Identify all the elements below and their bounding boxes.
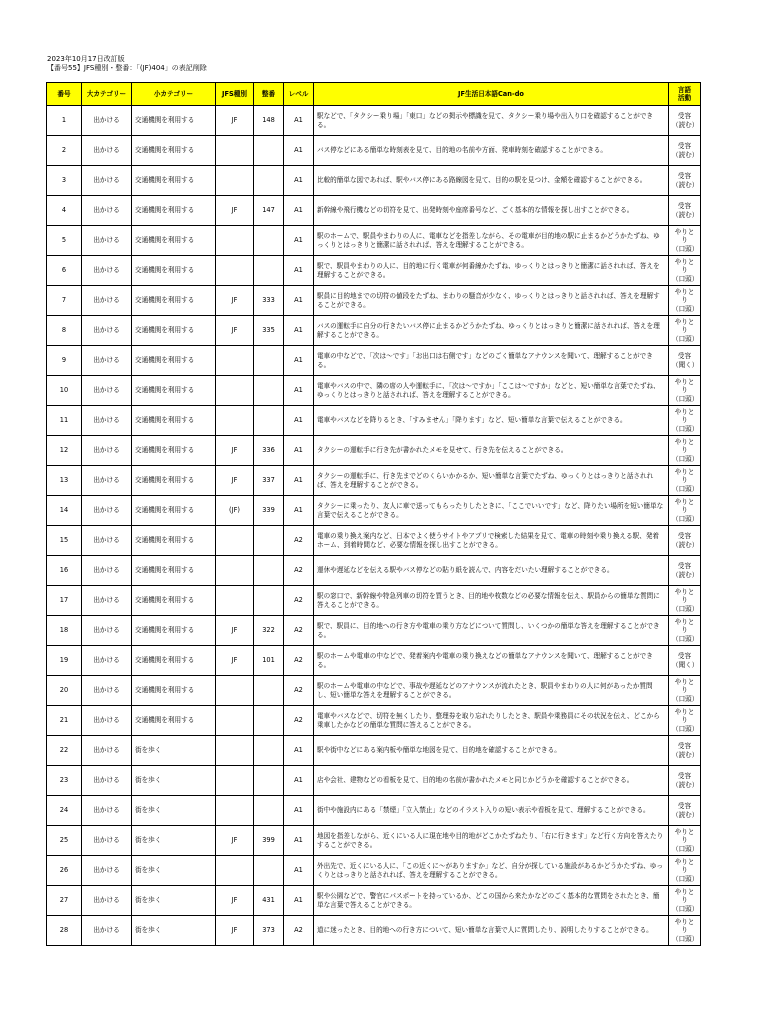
jfs-type [216,226,254,256]
row-number: 16 [47,556,82,586]
major-category: 出かける [82,736,132,766]
level: A2 [284,616,314,646]
cando-description: 電車やバスの中で、隣の席の人や運転手に、「次は～ですか」「ここは～ですか」などと、短い簡単な言葉でたずね、ゆっくりとはっきりと話されれば、答えを理解することができる。 [314,376,669,406]
sequence-number: 336 [254,436,284,466]
language-activity: 受容 （読む） [669,556,701,586]
table-row [47,196,701,226]
level: A1 [284,316,314,346]
language-activity: やりとり （口頭） [669,676,701,706]
major-category: 出かける [82,556,132,586]
major-category: 出かける [82,706,132,736]
minor-category: 交通機関を利用する [132,166,216,196]
cando-description: バス停などにある簡単な時刻表を見て、目的地の名前や方面、発車時刻を確認することができる。 [314,136,669,166]
jfs-type [216,556,254,586]
minor-category: 交通機関を利用する [132,286,216,316]
sequence-number: 431 [254,886,284,916]
major-category: 出かける [82,586,132,616]
row-number: 8 [47,316,82,346]
major-category: 出かける [82,196,132,226]
revision-date-note: 2023年10月17日改訂版 [47,55,125,63]
minor-category: 交通機関を利用する [132,616,216,646]
language-activity: やりとり （口頭） [669,226,701,256]
jfs-type: JF [216,436,254,466]
jfs-type [216,736,254,766]
jfs-type: JF [216,616,254,646]
jfs-type [216,166,254,196]
minor-category: 交通機関を利用する [132,676,216,706]
sequence-number [254,766,284,796]
sequence-number [254,256,284,286]
level: A1 [284,496,314,526]
major-category: 出かける [82,376,132,406]
row-number: 27 [47,886,82,916]
minor-category: 街を歩く [132,826,216,856]
row-number: 19 [47,646,82,676]
major-category: 出かける [82,106,132,136]
sequence-number: 399 [254,826,284,856]
language-activity: やりとり （口頭） [669,256,701,286]
major-category: 出かける [82,526,132,556]
cando-description: 電車やバスなどで、切符を無くしたり、整理券を取り忘れたりしたとき、駅員や乗務員にその状況を伝え、どこから乗車したかなどの簡単な質問に答えることができる。 [314,706,669,736]
level: A1 [284,826,314,856]
cando-description: 道に迷ったとき、目的地への行き方について、短い簡単な言葉で人に質問したり、説明したりすることができる。 [314,916,669,946]
jfs-type: JF [216,646,254,676]
major-category: 出かける [82,646,132,676]
level: A1 [284,376,314,406]
row-number: 4 [47,196,82,226]
level: A2 [284,556,314,586]
minor-category: 交通機関を利用する [132,106,216,136]
level: A1 [284,886,314,916]
cando-description: 駅などで、「タクシー乗り場」「東口」などの掲示や標識を見て、タクシー乗り場や出入り口を確認することができる。 [314,106,669,136]
cando-description: 駅で、駅員に、目的地への行き方や電車の乗り方などについて質問し、いくつかの簡単な答えを理解することができる。 [314,616,669,646]
level: A1 [284,406,314,436]
cando-description: 店や会社、建物などの看板を見て、目的地の名前が書かれたメモと同じかどうかを確認することができる。 [314,766,669,796]
table-row [47,796,701,826]
minor-category: 交通機関を利用する [132,406,216,436]
language-activity: 受容 （読む） [669,136,701,166]
cando-description: 電車の乗り換え案内など、日本でよく使うサイトやアプリで検索した結果を見て、電車の時刻や乗り換える駅、発着ホーム、到着時間など、必要な情報を探し出すことができる。 [314,526,669,556]
header-sequence: 整番 [254,83,284,106]
minor-category: 交通機関を利用する [132,346,216,376]
minor-category: 交通機関を利用する [132,436,216,466]
row-number: 26 [47,856,82,886]
jfs-type [216,256,254,286]
row-number: 3 [47,166,82,196]
minor-category: 街を歩く [132,916,216,946]
language-activity: やりとり （口頭） [669,826,701,856]
minor-category: 交通機関を利用する [132,526,216,556]
cando-description: 駅で、駅員やまわりの人に、目的地に行く電車が何番線かたずね、ゆっくりとはっきりと簡潔に話されれば、答えを理解することができる。 [314,256,669,286]
major-category: 出かける [82,226,132,256]
language-activity: やりとり （口頭） [669,316,701,346]
level: A1 [284,736,314,766]
sequence-number [254,166,284,196]
language-activity: やりとり （口頭） [669,886,701,916]
jfs-type [216,856,254,886]
table-row [47,136,701,166]
language-activity: やりとり （口頭） [669,376,701,406]
sequence-number [254,346,284,376]
table-row [47,376,701,406]
major-category: 出かける [82,856,132,886]
table-row [47,586,701,616]
cando-description: タクシーの運転手に行き先が書かれたメモを見せて、行き先を伝えることができる。 [314,436,669,466]
revision-change-note: 【番号55】JFS種別・整番：「(JF)404」の表記削除 [47,64,207,72]
cando-description: タクシーに乗ったり、友人に車で送ってもらったりしたときに、「ここでいいです」など、降りたい場所を短い簡単な言葉で伝えることができる。 [314,496,669,526]
major-category: 出かける [82,406,132,436]
sequence-number [254,586,284,616]
table-row [47,466,701,496]
jfs-type: JF [216,106,254,136]
sequence-number [254,526,284,556]
table-row [47,316,701,346]
table-row [47,406,701,436]
jfs-type: JF [216,886,254,916]
language-activity: やりとり （口頭） [669,586,701,616]
row-number: 9 [47,346,82,376]
minor-category: 街を歩く [132,856,216,886]
table-row [47,916,701,946]
minor-category: 交通機関を利用する [132,466,216,496]
table-row [47,886,701,916]
language-activity: やりとり （口頭） [669,436,701,466]
language-activity: 受容 （読む） [669,526,701,556]
row-number: 22 [47,736,82,766]
cando-description: バスの運転手に自分の行きたいバス停に止まるかどうかたずね、ゆっくりとはっきりと簡潔に話されれば、答えを理解することができる。 [314,316,669,346]
minor-category: 交通機関を利用する [132,196,216,226]
cando-description: 駅の窓口で、新幹線や特急列車の切符を買うとき、目的地や枚数などの必要な情報を伝え、駅員からの簡単な質問に答えることができる。 [314,586,669,616]
sequence-number: 333 [254,286,284,316]
language-activity: やりとり （口頭） [669,916,701,946]
sequence-number [254,136,284,166]
minor-category: 街を歩く [132,736,216,766]
language-activity: 受容 （読む） [669,196,701,226]
level: A1 [284,766,314,796]
minor-category: 交通機関を利用する [132,586,216,616]
major-category: 出かける [82,676,132,706]
table-header-row [47,83,701,106]
level: A1 [284,226,314,256]
level: A1 [284,136,314,166]
jfs-type [216,586,254,616]
minor-category: 交通機関を利用する [132,226,216,256]
sequence-number: 147 [254,196,284,226]
header-language-activity: 言語 活動 [669,83,701,106]
row-number: 15 [47,526,82,556]
row-number: 21 [47,706,82,736]
row-number: 11 [47,406,82,436]
language-activity: 受容 （読む） [669,796,701,826]
cando-description: 比較的簡単な図であれば、駅やバス停にある路線図を見て、目的の駅を見つけ、金額を確認することができる。 [314,166,669,196]
major-category: 出かける [82,316,132,346]
level: A1 [284,346,314,376]
level: A1 [284,196,314,226]
major-category: 出かける [82,466,132,496]
sequence-number [254,796,284,826]
minor-category: 街を歩く [132,766,216,796]
minor-category: 交通機関を利用する [132,646,216,676]
language-activity: 受容 （読む） [669,736,701,766]
major-category: 出かける [82,826,132,856]
major-category: 出かける [82,766,132,796]
level: A1 [284,106,314,136]
major-category: 出かける [82,886,132,916]
language-activity: やりとり （口頭） [669,406,701,436]
jfs-type: (JF) [216,496,254,526]
major-category: 出かける [82,256,132,286]
table-row [47,556,701,586]
row-number: 5 [47,226,82,256]
jfs-type [216,766,254,796]
level: A2 [284,706,314,736]
sequence-number [254,556,284,586]
level: A2 [284,646,314,676]
minor-category: 交通機関を利用する [132,706,216,736]
sequence-number: 339 [254,496,284,526]
major-category: 出かける [82,166,132,196]
can-do-table [46,82,701,946]
level: A2 [284,526,314,556]
level: A2 [284,676,314,706]
row-number: 17 [47,586,82,616]
minor-category: 交通機関を利用する [132,136,216,166]
cando-description: 駅のホームや電車の中などで、発着案内や電車の乗り換えなどの簡単なアナウンスを聞いて、理解することができる。 [314,646,669,676]
language-activity: やりとり （口頭） [669,466,701,496]
table-row [47,616,701,646]
language-activity: 受容 （聞く） [669,646,701,676]
minor-category: 交通機関を利用する [132,316,216,346]
minor-category: 交通機関を利用する [132,256,216,286]
minor-category: 街を歩く [132,886,216,916]
major-category: 出かける [82,496,132,526]
row-number: 28 [47,916,82,946]
jfs-type [216,706,254,736]
language-activity: やりとり （口頭） [669,706,701,736]
table-row [47,526,701,556]
row-number: 14 [47,496,82,526]
row-number: 12 [47,436,82,466]
cando-description: 駅のホームや電車の中などで、事故や遅延などのアナウンスが流れたとき、駅員やまわりの人に何があったか質問し、短い簡単な答えを理解することができる。 [314,676,669,706]
jfs-type [216,376,254,406]
jfs-type [216,136,254,166]
sequence-number [254,736,284,766]
jfs-type [216,406,254,436]
major-category: 出かける [82,136,132,166]
row-number: 7 [47,286,82,316]
cando-description: 電車の中などで、「次は～です」「お出口は右側です」などのごく簡単なアナウンスを聞いて、理解することができる。 [314,346,669,376]
table-row [47,106,701,136]
major-category: 出かける [82,796,132,826]
table-row [47,346,701,376]
cando-description: 電車やバスなどを降りるとき、「すみません」「降ります」など、短い簡単な言葉で伝えることができる。 [314,406,669,436]
cando-description: 運休や遅延などを伝える駅やバス停などの貼り紙を読んで、内容をだいたい理解することができる。 [314,556,669,586]
language-activity: 受容 （読む） [669,166,701,196]
table-row [47,676,701,706]
cando-description: 駅員に目的地までの切符の値段をたずね、まわりの騒音が少なく、ゆっくりとはっきりと話されれば、答えを理解することができる。 [314,286,669,316]
major-category: 出かける [82,436,132,466]
language-activity: 受容 （聞く） [669,346,701,376]
table-row [47,226,701,256]
sequence-number: 322 [254,616,284,646]
language-activity: やりとり （口頭） [669,286,701,316]
major-category: 出かける [82,346,132,376]
major-category: 出かける [82,916,132,946]
table-row [47,436,701,466]
language-activity: やりとり （口頭） [669,496,701,526]
level: A1 [284,166,314,196]
major-category: 出かける [82,616,132,646]
language-activity: やりとり （口頭） [669,856,701,886]
cando-description: 新幹線や飛行機などの切符を見て、出発時刻や座席番号など、ごく基本的な情報を探し出すことができる。 [314,196,669,226]
major-category: 出かける [82,286,132,316]
row-number: 23 [47,766,82,796]
row-number: 6 [47,256,82,286]
table-row [47,766,701,796]
row-number: 25 [47,826,82,856]
table-row [47,496,701,526]
level: A2 [284,586,314,616]
jfs-type [216,526,254,556]
revision-notes [47,55,207,73]
cando-description: タクシーの運転手に、行き先までどのくらいかかるか、短い簡単な言葉でたずね、ゆっくりとはっきりと話されれば、答えを理解することができる。 [314,466,669,496]
header-cando: JF生活日本語Can-do [314,83,669,106]
jfs-type [216,346,254,376]
jfs-type: JF [216,826,254,856]
row-number: 20 [47,676,82,706]
table-row [47,286,701,316]
cando-description: 外出先で、近くにいる人に、「この近くに～がありますか」など、自分が探している施設があるかどうかたずね、ゆっくりとはっきりと話されれば、答えを理解することができる。 [314,856,669,886]
sequence-number [254,376,284,406]
language-activity: やりとり （口頭） [669,616,701,646]
minor-category: 街を歩く [132,796,216,826]
table-row [47,166,701,196]
table-row [47,826,701,856]
jfs-type: JF [216,196,254,226]
row-number: 1 [47,106,82,136]
sequence-number [254,226,284,256]
sequence-number: 373 [254,916,284,946]
jfs-type: JF [216,916,254,946]
sequence-number [254,856,284,886]
level: A1 [284,466,314,496]
jfs-type [216,796,254,826]
minor-category: 交通機関を利用する [132,556,216,586]
language-activity: 受容 （読む） [669,766,701,796]
sequence-number: 148 [254,106,284,136]
table-row [47,646,701,676]
row-number: 10 [47,376,82,406]
sequence-number: 335 [254,316,284,346]
language-activity: 受容 （読む） [669,106,701,136]
table-row [47,856,701,886]
header-minor-category: 小カテゴリー [132,83,216,106]
cando-description: 駅のホームで、駅員やまわりの人に、電車などを指差しながら、その電車が目的地の駅に止まるかどうかたずね、ゆっくりとはっきりと簡潔に話されれば、答えを理解することができる。 [314,226,669,256]
sequence-number [254,676,284,706]
cando-description: 駅や公園などで、警官にパスポートを持っているか、どこの国から来たかなどのごく基本的な質問をされたとき、簡単な言葉で答えることができる。 [314,886,669,916]
level: A1 [284,436,314,466]
level: A1 [284,286,314,316]
table-row [47,706,701,736]
row-number: 18 [47,616,82,646]
cando-description: 地図を指差しながら、近くにいる人に現在地や目的地がどこかたずねたり、「右に行きます」など行く方向を答えたりすることができる。 [314,826,669,856]
table-row [47,256,701,286]
level: A1 [284,796,314,826]
header-level: レベル [284,83,314,106]
row-number: 2 [47,136,82,166]
level: A1 [284,256,314,286]
row-number: 24 [47,796,82,826]
sequence-number: 101 [254,646,284,676]
jfs-type: JF [216,466,254,496]
table-body [47,106,701,946]
sequence-number [254,406,284,436]
jfs-type [216,676,254,706]
minor-category: 交通機関を利用する [132,496,216,526]
level: A1 [284,856,314,886]
header-major-category: 大カテゴリー [82,83,132,106]
cando-description: 駅や街中などにある案内板や簡単な地図を見て、目的地を確認することができる。 [314,736,669,766]
header-jfs-type: JFS種別 [216,83,254,106]
row-number: 13 [47,466,82,496]
jfs-type: JF [216,316,254,346]
header-number: 番号 [47,83,82,106]
sequence-number: 337 [254,466,284,496]
jfs-type: JF [216,286,254,316]
minor-category: 交通機関を利用する [132,376,216,406]
cando-description: 街中や施設内にある「禁煙」「立入禁止」などのイラスト入りの短い表示や看板を見て、理解することができる。 [314,796,669,826]
level: A2 [284,916,314,946]
sequence-number [254,706,284,736]
table-row [47,736,701,766]
